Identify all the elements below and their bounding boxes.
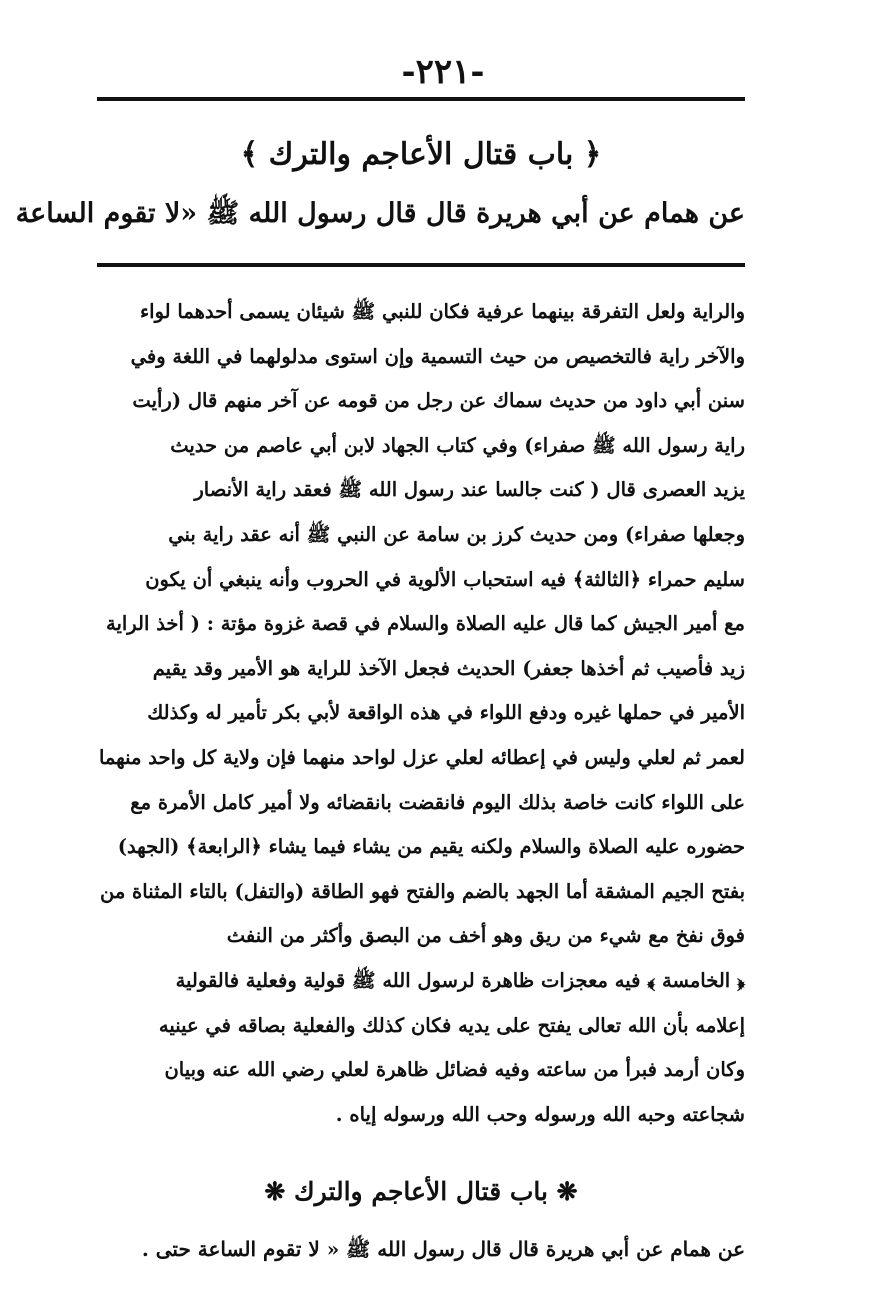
text-line: وكان أرمد فبرأ من ساعته وفيه فضائل ظاهرة لعلي رضي الله عنه وبيان xyxy=(164,1058,745,1082)
next-chapter-title xyxy=(97,1177,745,1206)
text-line: إعلامه بأن الله تعالى يفتح على يديه فكان كذلك والفعلية بصاقه في عينيه xyxy=(158,1013,745,1037)
text-line: الأمير في حملها غيره ودفع اللواء في هذه الواقعة لأبي بكر تأمير له وكذلك xyxy=(147,701,745,725)
commentary-body xyxy=(97,290,745,1137)
text-line: ﴿ الخامسة ﴾ فيه معجزات ظاهرة لرسول الله ﷺ قولية وفعلية فالقولية xyxy=(175,968,745,992)
text-line: حضوره عليه الصلاة والسلام ولكنه يقيم من يشاء فيما يشاء ﴿الرابعة﴾ (الجهد) xyxy=(117,835,745,859)
next-chapter-hadith: عن همام عن أبي هريرة قال قال رسول الله ﷺ « لا تقوم الساعة حتى . xyxy=(141,1237,745,1261)
text-line: يزيد العصرى قال ( كنت جالسا عند رسول الله ﷺ فعقد راية الأنصار xyxy=(194,478,745,502)
ornament-right-icon: ❋ xyxy=(556,1177,578,1206)
text-line: على اللواء كانت خاصة بذلك اليوم فانقضت بانقضائه ولا أمير كامل الأمرة مع xyxy=(130,790,745,814)
next-chapter-title-text: باب قتال الأعاجم والترك xyxy=(294,1177,548,1206)
text-line: سليم حمراء ﴿الثالثة﴾ فيه استحباب الألوية في الحروب وأنه ينبغي أن يكون xyxy=(145,567,745,591)
text-line: والراية ولعل التفرقة بينهما عرفية فكان للنبي ﷺ شيئان يسمى أحدهما لواء xyxy=(140,300,745,323)
text-line: مع أمير الجيش كما قال عليه الصلاة والسلام في قصة غزوة مؤتة : ( أخذ الراية xyxy=(105,612,745,636)
text-line: راية رسول الله ﷺ صفراء) وفي كتاب الجهاد لابن أبي عاصم من حديث xyxy=(170,433,745,457)
text-line: زيد فأصيب ثم أخذها جعفر) الحديث فجعل الآخذ للراية هو الأمير وقد يقيم xyxy=(152,656,745,680)
chapter-title: ﴿ باب قتال الأعاجم والترك ﴾ xyxy=(240,137,602,172)
text-line: بفتح الجيم المشقة أما الجهد بالضم والفتح فهو الطاقة (والتفل) بالتاء المثناة من xyxy=(99,879,745,903)
text-line: سنن أبي داود من حديث سماك عن رجل من قومه عن آخر منهم قال (رأيت xyxy=(132,389,745,413)
text-line: لعمر ثم لعلي وليس في إعطائه لعلي عزل لواحد منهما فإن ولاية كل واحد منهما xyxy=(98,745,745,769)
text-line: شجاعته وحبه الله ورسوله وحب الله ورسوله إياه . xyxy=(335,1102,745,1126)
top-rule xyxy=(97,97,745,101)
text-line: والآخر راية فالتخصيص من حيث التسمية وإن استوى مدلولهما في اللغة وفي xyxy=(130,344,745,368)
header-rule xyxy=(97,263,745,267)
page-number: -٢٢١- xyxy=(401,52,485,92)
text-line: وجعلها صفراء) ومن حديث كرز بن سامة عن النبي ﷺ أنه عقد راية بني xyxy=(168,522,745,546)
text-line: فوق نفخ مع شيء من ريق وهو أخف من البصق وأكثر من النفث xyxy=(226,924,745,948)
chapter-hadith: عن همام عن أبي هريرة قال قال رسول الله ﷺ «لا تقوم الساعة xyxy=(15,198,745,229)
ornament-left-icon: ❋ xyxy=(264,1177,286,1206)
